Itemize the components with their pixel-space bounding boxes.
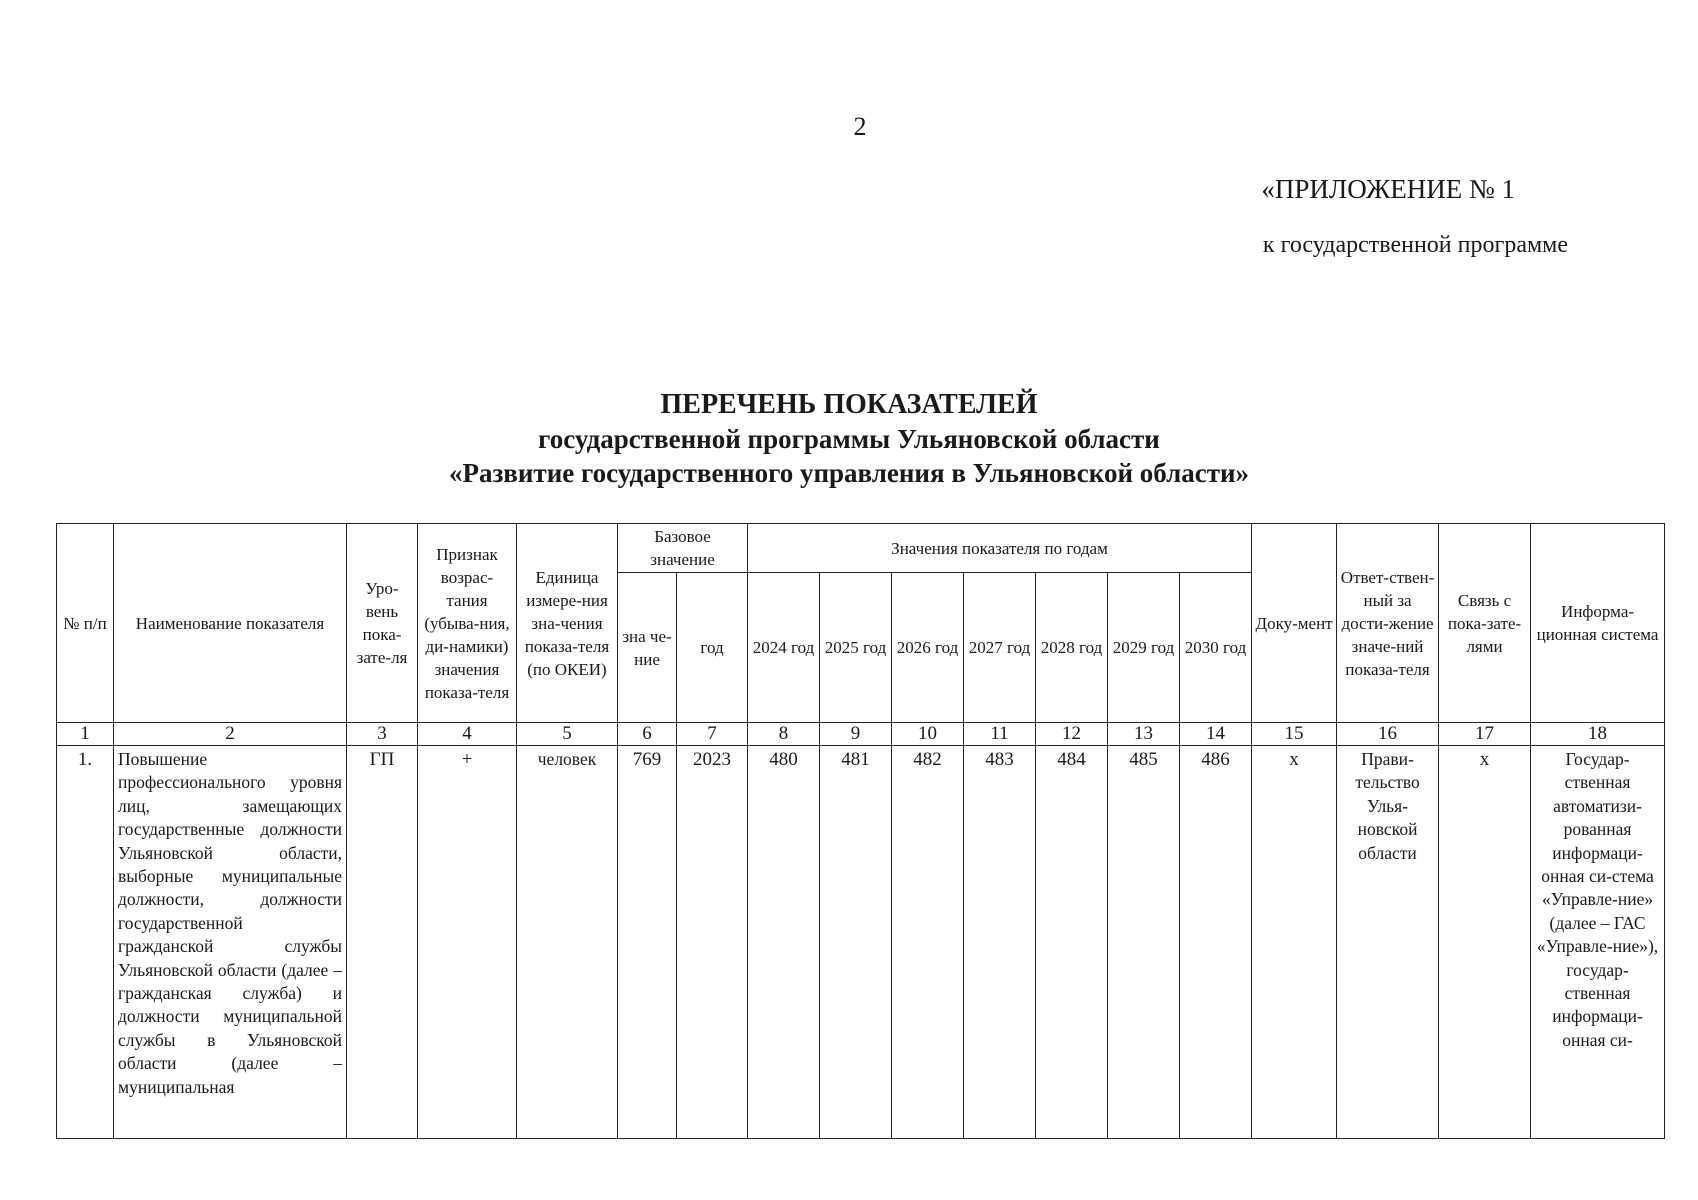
- header-year-2024: 2024 год: [748, 573, 820, 723]
- header-year-2027: 2027 год: [964, 573, 1036, 723]
- row-responsible: Прави-тельство Улья-новской области: [1337, 746, 1439, 1139]
- table-row: [57, 746, 1665, 1139]
- header-num: № п/п: [57, 524, 114, 723]
- header-document: Доку-мент: [1252, 524, 1337, 723]
- column-number: 2: [114, 723, 347, 746]
- column-number: 5: [517, 723, 618, 746]
- header-sign: Признак возрас-тания (убыва-ния, ди-намики) значения показа-теля: [418, 524, 517, 723]
- row-unit: человек: [517, 746, 618, 1139]
- header-link: Связь с пока-зате-лями: [1439, 524, 1531, 723]
- column-number-row: [57, 723, 1665, 746]
- column-number: 14: [1180, 723, 1252, 746]
- column-number: 16: [1337, 723, 1439, 746]
- row-value-2030: 486: [1180, 746, 1252, 1139]
- row-value-2029: 485: [1108, 746, 1180, 1139]
- heading-line-1: ПЕРЕЧЕНЬ ПОКАЗАТЕЛЕЙ: [660, 389, 1038, 420]
- header-level: Уро-вень пока-зате-ля: [347, 524, 418, 723]
- column-number: 18: [1531, 723, 1665, 746]
- page-number: 2: [853, 112, 867, 141]
- header-unit: Единица измере-ния зна-чения показа-теля (по ОКЕИ): [517, 524, 618, 723]
- row-level: ГП: [347, 746, 418, 1139]
- column-number: 9: [820, 723, 892, 746]
- row-sign: +: [418, 746, 517, 1139]
- header-name: Наименование показателя: [114, 524, 347, 723]
- row-name: Повышение профессионального уровня лиц, замещающих государственные должности Ульяновской области, выборные муниципальные должности, должности государственной гражданской службы Ульяновской области (далее – гражданская служба) и должности муниципальной службы в Ульяновской области (далее – муниципальная: [114, 746, 347, 1139]
- heading-line-3: «Развитие государственного управления в Ульяновской области»: [448, 458, 1250, 488]
- row-document: х: [1252, 746, 1337, 1139]
- header-info-system: Информа-ционная система: [1531, 524, 1665, 723]
- column-number: 13: [1108, 723, 1180, 746]
- column-number: 17: [1439, 723, 1531, 746]
- document-heading: [0, 388, 1698, 490]
- row-num: 1.: [57, 746, 114, 1139]
- header-years-group: Значения показателя по годам: [748, 524, 1252, 573]
- column-number: 7: [677, 723, 748, 746]
- column-number: 10: [892, 723, 964, 746]
- column-number: 3: [347, 723, 418, 746]
- header-year-2028: 2028 год: [1036, 573, 1108, 723]
- row-base-value: 769: [618, 746, 677, 1139]
- header-year-2029: 2029 год: [1108, 573, 1180, 723]
- appendix-subtitle: к государственной программе: [1262, 232, 1568, 258]
- column-number: 8: [748, 723, 820, 746]
- row-info-system: Государ-ственная автоматизи-рованная информаци-онная си-стема «Управле-ние» (далее – ГАС «Управле-ние»), государ-ственная информаци-онная си-: [1531, 746, 1665, 1139]
- column-number: 1: [57, 723, 114, 746]
- heading-line-2: государственной программы Ульяновской области: [538, 424, 1160, 454]
- header-base-year: год: [677, 573, 748, 723]
- column-number: 12: [1036, 723, 1108, 746]
- row-value-2026: 482: [892, 746, 964, 1139]
- row-value-2025: 481: [820, 746, 892, 1139]
- column-number: 15: [1252, 723, 1337, 746]
- header-base: Базовое значение: [618, 524, 748, 573]
- row-value-2027: 483: [964, 746, 1036, 1139]
- appendix-title: «ПРИЛОЖЕНИЕ № 1: [1261, 174, 1515, 204]
- column-number: 11: [964, 723, 1036, 746]
- indicators-table: [56, 523, 1665, 1139]
- header-base-value: зна че-ние: [618, 573, 677, 723]
- header-year-2026: 2026 год: [892, 573, 964, 723]
- row-base-year: 2023: [677, 746, 748, 1139]
- column-number: 6: [618, 723, 677, 746]
- row-link: х: [1439, 746, 1531, 1139]
- header-year-2025: 2025 год: [820, 573, 892, 723]
- row-value-2024: 480: [748, 746, 820, 1139]
- header-year-2030: 2030 год: [1180, 573, 1252, 723]
- column-number: 4: [418, 723, 517, 746]
- header-responsible: Ответ-ствен-ный за дости-жение значе-ний показа-теля: [1337, 524, 1439, 723]
- row-value-2028: 484: [1036, 746, 1108, 1139]
